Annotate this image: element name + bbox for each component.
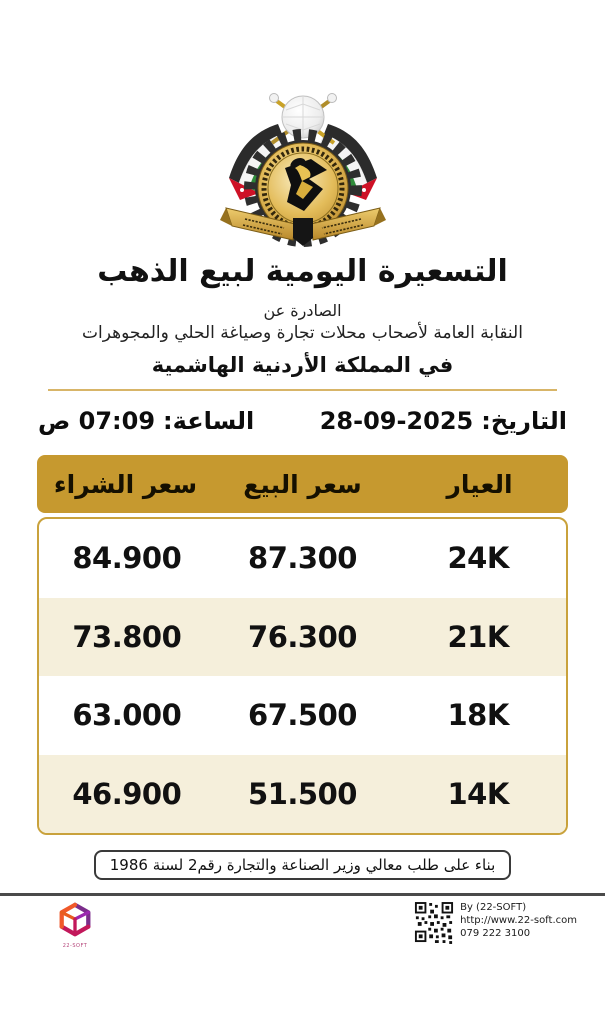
qr-code-icon [414, 901, 454, 945]
syndicate-name-line: النقابة العامة لأصحاب محلات تجارة وصياغة الحلي والمجوهرات [82, 323, 523, 343]
sell-price: 67.500 [248, 698, 357, 733]
vendor-url: http://www.22-soft.com [460, 915, 577, 926]
price-table-header [37, 455, 568, 513]
sell-price: 51.500 [248, 776, 357, 811]
time-value: 07:09 ص [38, 407, 156, 435]
vendor-phone: 079 222 3100 [460, 928, 531, 939]
jordan-jewelers-syndicate-emblem-icon [212, 88, 394, 248]
karat-value: 18K [447, 698, 509, 733]
col-header-buy: سعر الشراء [53, 469, 198, 499]
decree-note: بناء على طلب معالي وزير الصناعة والتجارة رقم2 لسنة 1986 [94, 850, 512, 880]
price-table-body [37, 517, 568, 835]
vendor-contact-block [414, 901, 577, 945]
maker-logo-block [52, 901, 98, 949]
time-group [38, 407, 254, 435]
date-group [320, 407, 567, 435]
col-header-karat: العيار [446, 469, 513, 499]
table-row-24k [39, 519, 566, 598]
sell-price: 87.300 [248, 541, 357, 576]
page-title: التسعيرة اليومية لبيع الذهب [97, 254, 508, 289]
table-row-21k [39, 598, 566, 677]
kingdom-line: في المملكة الأردنية الهاشمية [151, 353, 454, 377]
col-header-sell: سعر البيع [243, 469, 362, 499]
buy-price: 73.800 [72, 619, 182, 654]
date-value: 28-09-2025 [319, 407, 474, 435]
vendor-by-line: By (22-SOFT) [460, 902, 527, 913]
branding-row [0, 901, 605, 949]
buy-price: 46.900 [72, 776, 182, 811]
buy-price: 63.000 [72, 698, 182, 733]
karat-value: 24K [447, 541, 509, 576]
karat-value: 14K [447, 776, 509, 811]
table-row-18k [39, 676, 566, 755]
faceted-sphere-icon [282, 96, 324, 138]
karat-value: 21K [447, 619, 509, 654]
date-label: التاريخ: [481, 407, 567, 435]
buy-price: 84.900 [72, 541, 182, 576]
date-time-row [38, 407, 567, 435]
22soft-cube-logo-icon [56, 901, 94, 939]
gold-divider [48, 389, 557, 391]
sell-price: 76.300 [248, 619, 357, 654]
issued-by-line: الصادرة عن [263, 301, 342, 320]
maker-logo-caption: 22-SOFT [62, 943, 88, 949]
table-row-14k [39, 755, 566, 834]
footer-divider [0, 893, 605, 896]
emblem-container [0, 0, 605, 252]
time-label: الساعة: [163, 407, 255, 435]
